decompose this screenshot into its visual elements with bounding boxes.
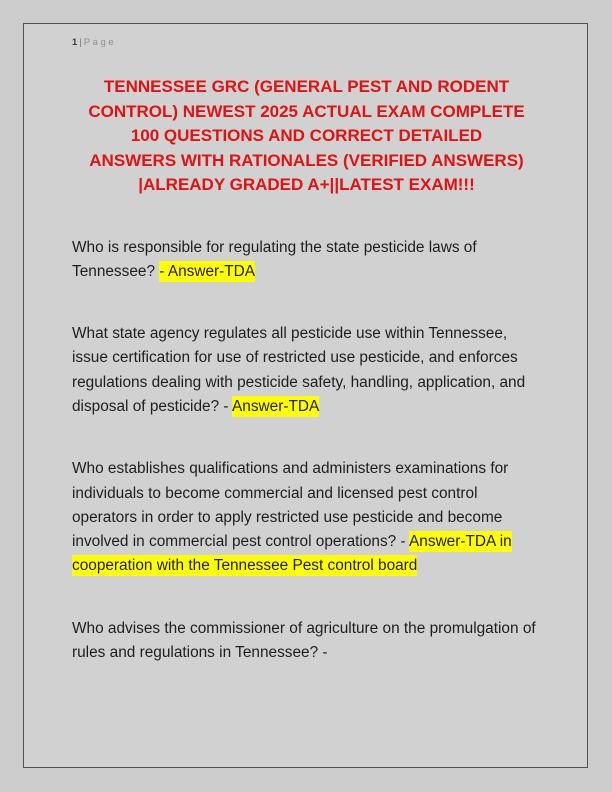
answer-highlight: Answer-TDA in cooperation with the Tennessee Pest control board bbox=[72, 533, 512, 575]
title-line: ANSWERS WITH RATIONALES (VERIFIED ANSWERS) bbox=[89, 150, 524, 170]
question-text: Who establishes qualifications and administers examinations for individuals to become commercial and licensed pest control operators in order to apply restricted use pesticide and become involved in commercial pest control operations? - bbox=[72, 460, 509, 551]
document-page bbox=[23, 23, 588, 768]
title-line: TENNESSEE GRC (GENERAL PEST AND RODENT bbox=[103, 77, 510, 96]
document-title bbox=[72, 75, 541, 198]
question-text: Who advises the commissioner of agriculture on the promulgation of rules and regulations in Tennessee? - bbox=[72, 619, 536, 662]
title-line: |ALREADY GRADED A+||LATEST EXAM!!! bbox=[138, 175, 475, 194]
title-line: CONTROL) NEWEST 2025 ACTUAL EXAM COMPLETE bbox=[88, 101, 525, 121]
question-text: What state agency regulates all pesticide use within Tennessee, issue certification for use of restricted use pesticide, and enforces regulations dealing with pesticide safety, handling, application, and disposal of pesticide? - bbox=[72, 325, 526, 415]
qa-paragraph bbox=[72, 322, 541, 419]
qa-paragraph bbox=[72, 457, 541, 578]
answer-highlight: Answer-TDA bbox=[232, 397, 320, 415]
page-number: 1 bbox=[72, 37, 78, 48]
page-header-label: P a g e bbox=[83, 37, 114, 48]
page-header bbox=[72, 37, 541, 49]
question-text: Who is responsible for regulating the state pesticide laws of Tennessee? bbox=[72, 238, 477, 280]
answer-highlight: - Answer-TDA bbox=[159, 262, 256, 280]
title-line: 100 QUESTIONS AND CORRECT DETAILED bbox=[130, 126, 483, 145]
page-header-separator: | bbox=[79, 37, 82, 48]
qa-paragraph bbox=[72, 617, 541, 666]
qa-paragraph bbox=[72, 236, 541, 285]
